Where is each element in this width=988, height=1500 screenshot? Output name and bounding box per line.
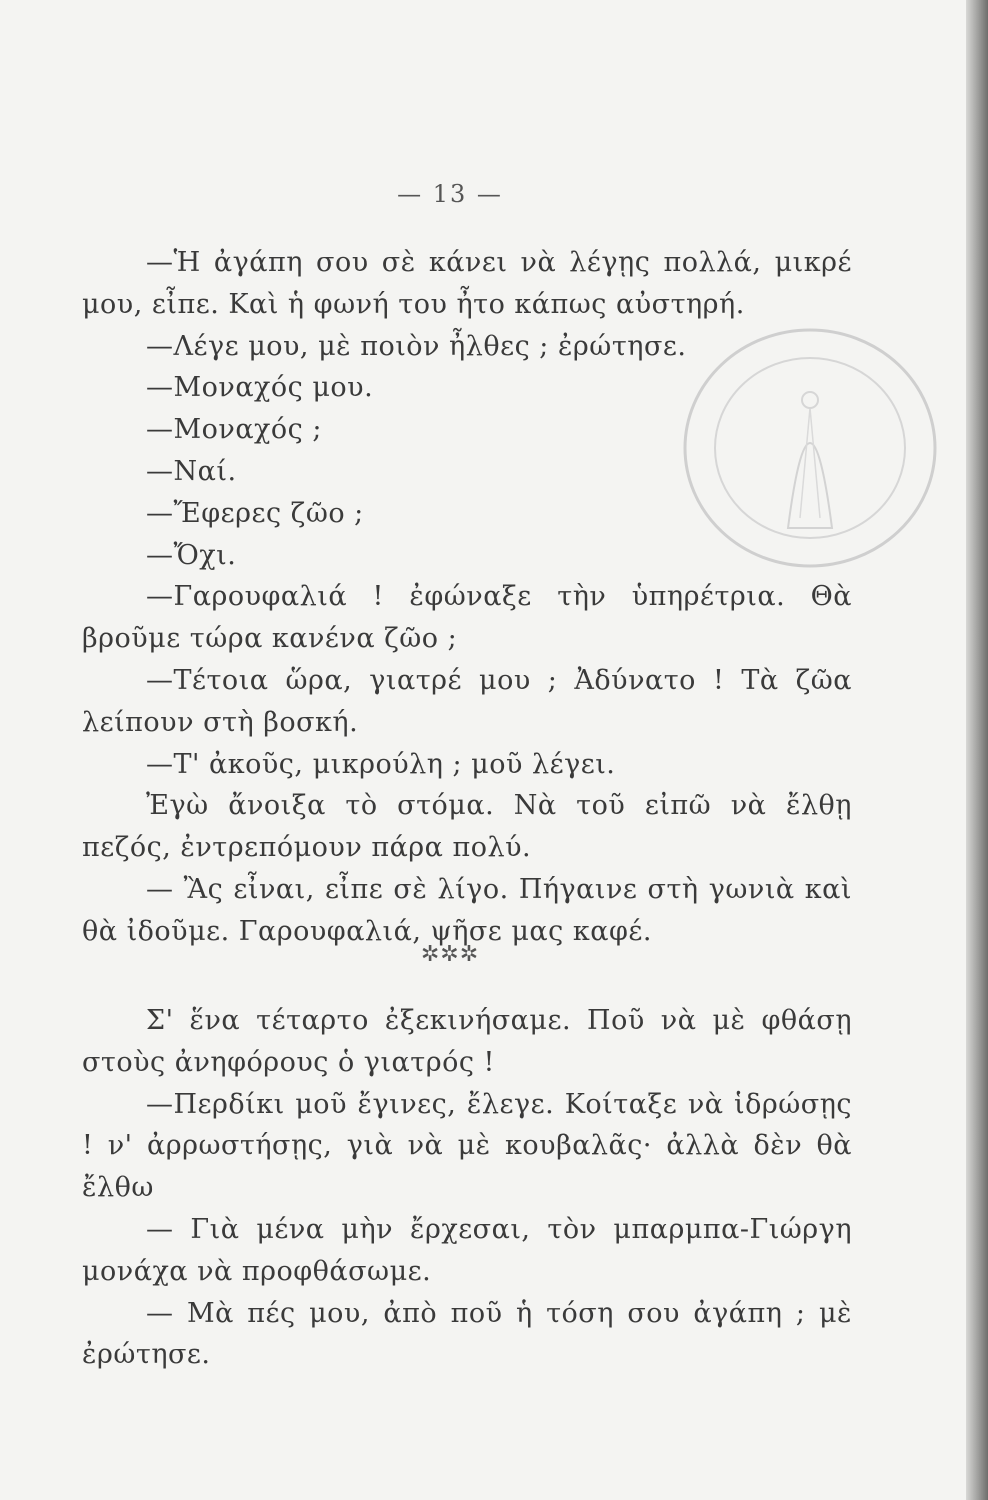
paragraph: — Μὰ πές μου, ἀπὸ ποῦ ἡ τόση σου ἀγάπη ; μὲ ἐρώτησε. (82, 1297, 852, 1371)
paragraph: —Γαρουφαλιά ! ἐφώναξε τὴν ὑπηρέτρια. Θὰ βροῦμε τώρα κανένα ζῶο ; (82, 581, 852, 655)
text-section-b (82, 1000, 852, 1376)
paragraph: —Ὄχι. (146, 539, 237, 571)
paragraph: —Περδίκι μοῦ ἔγινες, ἔλεγε. Κοίταξε νὰ ἱδρώσῃς ! ν' ἀρρωστήσῃς, γιὰ νὰ μὲ κουβαλᾶς· ἀλλὰ δὲν θὰ ἔλθω (82, 1088, 852, 1204)
paragraph: —Ἔφερες ζῶο ; (146, 497, 364, 529)
paragraph: —Λέγε μου, μὲ ποιὸν ἦλθες ; ἐρώτησε. (146, 330, 687, 362)
paragraph: — Ἂς εἶναι, εἶπε σὲ λίγο. Πήγαινε στὴ γωνιὰ καὶ θὰ ἰδοῦμε. Γαρουφαλιά, ψῆσε μας καφέ. (82, 873, 852, 947)
paragraph: —Μοναχός μου. (146, 372, 374, 404)
library-stamp (660, 318, 950, 588)
paragraph: Σ' ἕνα τέταρτο ἐξεκινήσαμε. Ποῦ νὰ μὲ φθάσῃ στοὺς ἀνηφόρους ὁ γιατρός ! (82, 1005, 852, 1078)
section-separator-asterism: ✲✲✲ (420, 942, 480, 967)
paragraph: —Τ' ἀκοῦς, μικρούλη ; μοῦ λέγει. (146, 748, 616, 780)
page-edge-shadow (966, 0, 988, 1500)
paragraph: — Γιὰ μένα μὴν ἔρχεσαι, τὸν μπαρμπα-Γιώργη μονάχα νὰ προφθάσωμε. (82, 1213, 852, 1287)
paragraph: Ἐγὼ ἄνοιξα τὸ στόμα. Νὰ τοῦ εἰπῶ νὰ ἔλθῃ πεζός, ἐντρεπόμουν πάρα πολύ. (82, 790, 852, 864)
paragraph: —Ναί. (146, 455, 237, 487)
paragraph: —Ἡ ἀγάπη σου σὲ κάνει νὰ λέγῃς πολλά, μικρέ μου, εἶπε. Καὶ ἡ φωνή του ἦτο κάπως αὐστηρή. (82, 247, 852, 320)
paragraph: —Μοναχός ; (146, 414, 322, 446)
paragraph: —Τέτοια ὥρα, γιατρέ μου ; Ἀδύνατο ! Τὰ ζῶα λείπουν στὴ βοσκή. (82, 664, 852, 738)
page-number: — 13 — (397, 180, 503, 208)
